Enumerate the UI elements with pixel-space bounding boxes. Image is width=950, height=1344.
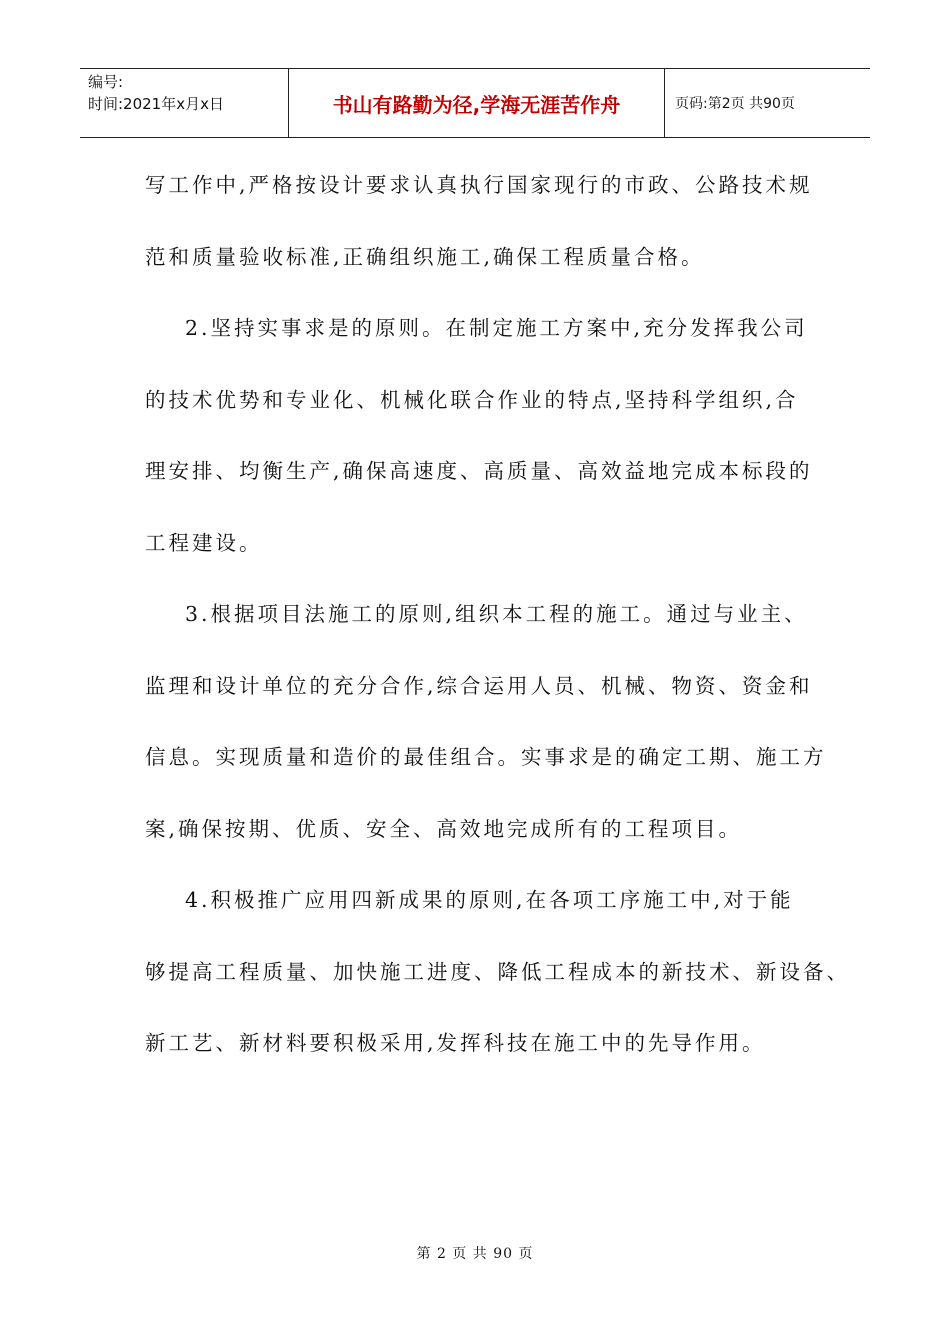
- page-footer: 第 2 页 共 90 页: [416, 1246, 534, 1262]
- body-line: 新工艺、新材料要积极采用,发挥科技在施工中的先导作用。: [145, 1031, 766, 1055]
- body-line: 3.根据项目法施工的原则,组织本工程的施工。通过与业主、: [185, 602, 808, 626]
- body-line: 信息。实现质量和造价的最佳组合。实事求是的确定工期、施工方: [145, 745, 827, 769]
- body-line: 范和质量验收标准,正确组织施工,确保工程质量合格。: [145, 244, 705, 269]
- header-motto: 书山有路勤为径,学海无涯苦作舟: [289, 69, 665, 137]
- body-line: 监理和设计单位的充分合作,综合运用人员、机械、物资、资金和: [145, 673, 813, 698]
- body-line: 工程建设。: [145, 530, 263, 555]
- header-meta: [80, 69, 289, 137]
- body-line: 4.积极推广应用四新成果的原则,在各项工序施工中,对于能: [185, 888, 794, 912]
- page-header: [80, 68, 870, 138]
- body-line: 写工作中,严格按设计要求认真执行国家现行的市政、公路技术规: [145, 173, 813, 197]
- body-line: 够提高工程质量、加快施工进度、降低工程成本的新技术、新设备、: [145, 959, 850, 984]
- body-line: 案,确保按期、优质、安全、高效地完成所有的工程项目。: [145, 816, 743, 841]
- header-page-info: 页码:第2页 共90页: [675, 96, 795, 112]
- document-time-label: 时间:2021年x月x日: [88, 95, 224, 113]
- body-line: 理安排、均衡生产,确保高速度、高质量、高效益地完成本标段的: [145, 459, 813, 483]
- body-line: 2.坚持实事求是的原则。在制定施工方案中,充分发挥我公司: [185, 316, 808, 340]
- document-number-label: 编号:: [88, 73, 124, 91]
- document-body: [145, 150, 850, 1080]
- body-line: 的技术优势和专业化、机械化联合作业的特点,坚持科学组织,合: [145, 387, 799, 412]
